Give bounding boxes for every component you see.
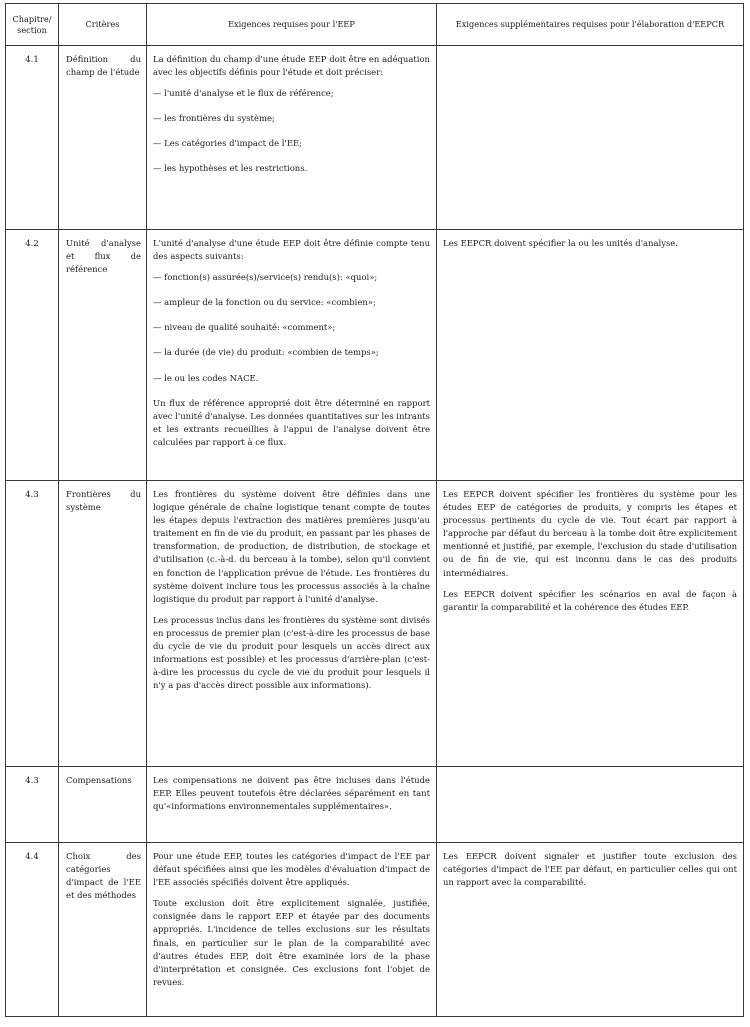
table-row [6, 230, 744, 481]
requirement-list-item: — l'unité d'analyse et le flux de référence; [153, 88, 334, 99]
requirements-table [5, 3, 744, 1017]
criteria-cell [59, 843, 147, 1017]
requirement-paragraph: Un flux de référence approprié doit être déterminé en rapport avec l'unité d'analyse. Les données quantitatives sur les intrants et les extrants recueillies à l'appui de l'analyse doivent être calculées par rapport à ce flux. [153, 397, 430, 447]
section-cell [6, 843, 59, 1017]
additional-requirements-cell [437, 46, 744, 230]
requirement-paragraph: Toute exclusion doit être explicitement signalée, justifiée, consignée dans le rapport EEP et étayée par des documents appropriés. L'incidence de telles exclusions sur les résultats finals, en particulier sur le plan de la comparabilité avec d'autres études EEP, doit être examinée lors de la phase d'interprétation et consignée. Ces exclusions font l'objet de revues. [153, 898, 430, 987]
additional-requirement-paragraph: Les EEPCR doivent spécifier les scénarios en aval de façon à garantir la comparabilité et la cohérence des études EEP. [443, 588, 737, 612]
requirement-list-item: — le ou les codes NACE. [153, 372, 259, 383]
additional-requirement-paragraph: Les EEPCR doivent signaler et justifier toute exclusion des catégories d'impact de l'EE par défaut, en particulier celles qui ont un rapport avec la comparabilité. [443, 851, 737, 888]
requirement-paragraph: Les frontières du système doivent être définies dans une logique générale de chaîne logistique tenant compte de toutes les étapes depuis l'extraction des matières premières jusqu'au traitement en fin de vie du produit, en passant par les phases de transformation, de production, de distribution, de stockage et d'utilisation (c.-à-d. du berceau à la tombe), selon qu'il convient en fonction de l'application prévue de l'étude. Les frontières du système doivent inclure tous les processus associés à la chaîne logistique du produit par rapport à l'unité d'analyse. [153, 489, 430, 604]
requirement-list-item: — les frontières du système; [153, 113, 275, 124]
section-cell [6, 767, 59, 843]
section-number: 4.3 [25, 489, 39, 499]
additional-requirements-cell [437, 767, 744, 843]
criteria-cell [59, 230, 147, 481]
requirement-list-item: — Les catégories d'impact de l'EE; [153, 138, 302, 149]
requirement-list-item: — fonction(s) assurée(s)/service(s) rendu(s): «quoi»; [153, 272, 378, 283]
section-cell [6, 46, 59, 230]
table-header-row [6, 4, 744, 46]
criteria-text: Définition du champ de l'étude [66, 54, 141, 78]
requirements-cell [147, 481, 437, 767]
table-row [6, 767, 744, 843]
section-number: 4.2 [25, 238, 39, 248]
section-number: 4.3 [25, 775, 39, 785]
requirements-cell [147, 230, 437, 481]
header-additional-requirements: Exigences supplémentaires requises pour l'élaboration d'EEPCR [437, 4, 744, 46]
criteria-cell [59, 767, 147, 843]
section-cell [6, 230, 59, 481]
section-number: 4.1 [25, 54, 39, 64]
section-number: 4.4 [25, 851, 39, 861]
criteria-text: Choix des catégories d'impact de l'EE et des méthodes [66, 851, 141, 901]
requirement-list-item: — niveau de qualité souhaité: «comment»; [153, 322, 336, 333]
requirement-list-item: — la durée (de vie) du produit: «combien de temps»; [153, 347, 379, 358]
criteria-cell [59, 46, 147, 230]
header-criteria: Critères [59, 4, 147, 46]
criteria-text: Unité d'analyse et flux de référence [66, 238, 141, 275]
section-cell [6, 481, 59, 767]
requirement-list-item: — les hypothèses et les restrictions. [153, 163, 308, 174]
header-section: Chapitre/ section [6, 4, 59, 46]
criteria-text: Compensations [66, 775, 132, 785]
table-row [6, 46, 744, 230]
criteria-cell [59, 481, 147, 767]
requirement-paragraph: La définition du champ d'une étude EEP doit être en adéquation avec les objectifs définis pour l'étude et doit préciser: [153, 54, 430, 78]
additional-requirement-paragraph: Les EEPCR doivent spécifier la ou les unités d'analyse. [443, 238, 678, 248]
requirements-cell [147, 46, 437, 230]
criteria-text: Frontières du système [66, 489, 141, 513]
requirement-list-item: — ampleur de la fonction ou du service: «combien»; [153, 297, 376, 308]
requirement-paragraph: Les processus inclus dans les frontières du système sont divisés en processus de premier plan (c'est-à-dire les processus de base du cycle de vie du produit pour lesquels un accès direct aux informations est possible) et les processus d'arrière-plan (c'est-à-dire les processus du cycle de vie du produit pour lesquels il n'y a pas d'accès direct possible aux informations). [153, 614, 430, 691]
requirements-cell [147, 767, 437, 843]
additional-requirements-cell [437, 843, 744, 1017]
additional-requirement-paragraph: Les EEPCR doivent spécifier les frontières du système pour les études EEP de catégories de produits, y compris les étapes et processus pertinents du cycle de vie. Tout écart par rapport à l'approche par défaut du berceau à la tombe doit être explicitement mentionné et justifié, par exemple, l'exclusion du stade d'utilisation ou de fin de vie, qui est inconnu dans le cas des produits intermédiaires. [443, 489, 737, 578]
requirements-cell [147, 843, 437, 1017]
requirement-paragraph: L'unité d'analyse d'une étude EEP doit être définie compte tenu des aspects suivants: [153, 238, 430, 262]
requirement-paragraph: Les compensations ne doivent pas être incluses dans l'étude EEP. Elles peuvent toutefois être déclarées séparément en tant qu'«informations environnementales supplémentaires». [153, 775, 430, 812]
table-row [6, 843, 744, 1017]
table-row [6, 481, 744, 767]
requirement-paragraph: Pour une étude EEP, toutes les catégories d'impact de l'EE par défaut spécifiées ainsi que les modèles d'évaluation d'impact de l'EE associés spécifiés doivent être appliqués. [153, 851, 430, 888]
additional-requirements-cell [437, 481, 744, 767]
header-requirements: Exigences requises pour l'EEP [147, 4, 437, 46]
additional-requirements-cell [437, 230, 744, 481]
